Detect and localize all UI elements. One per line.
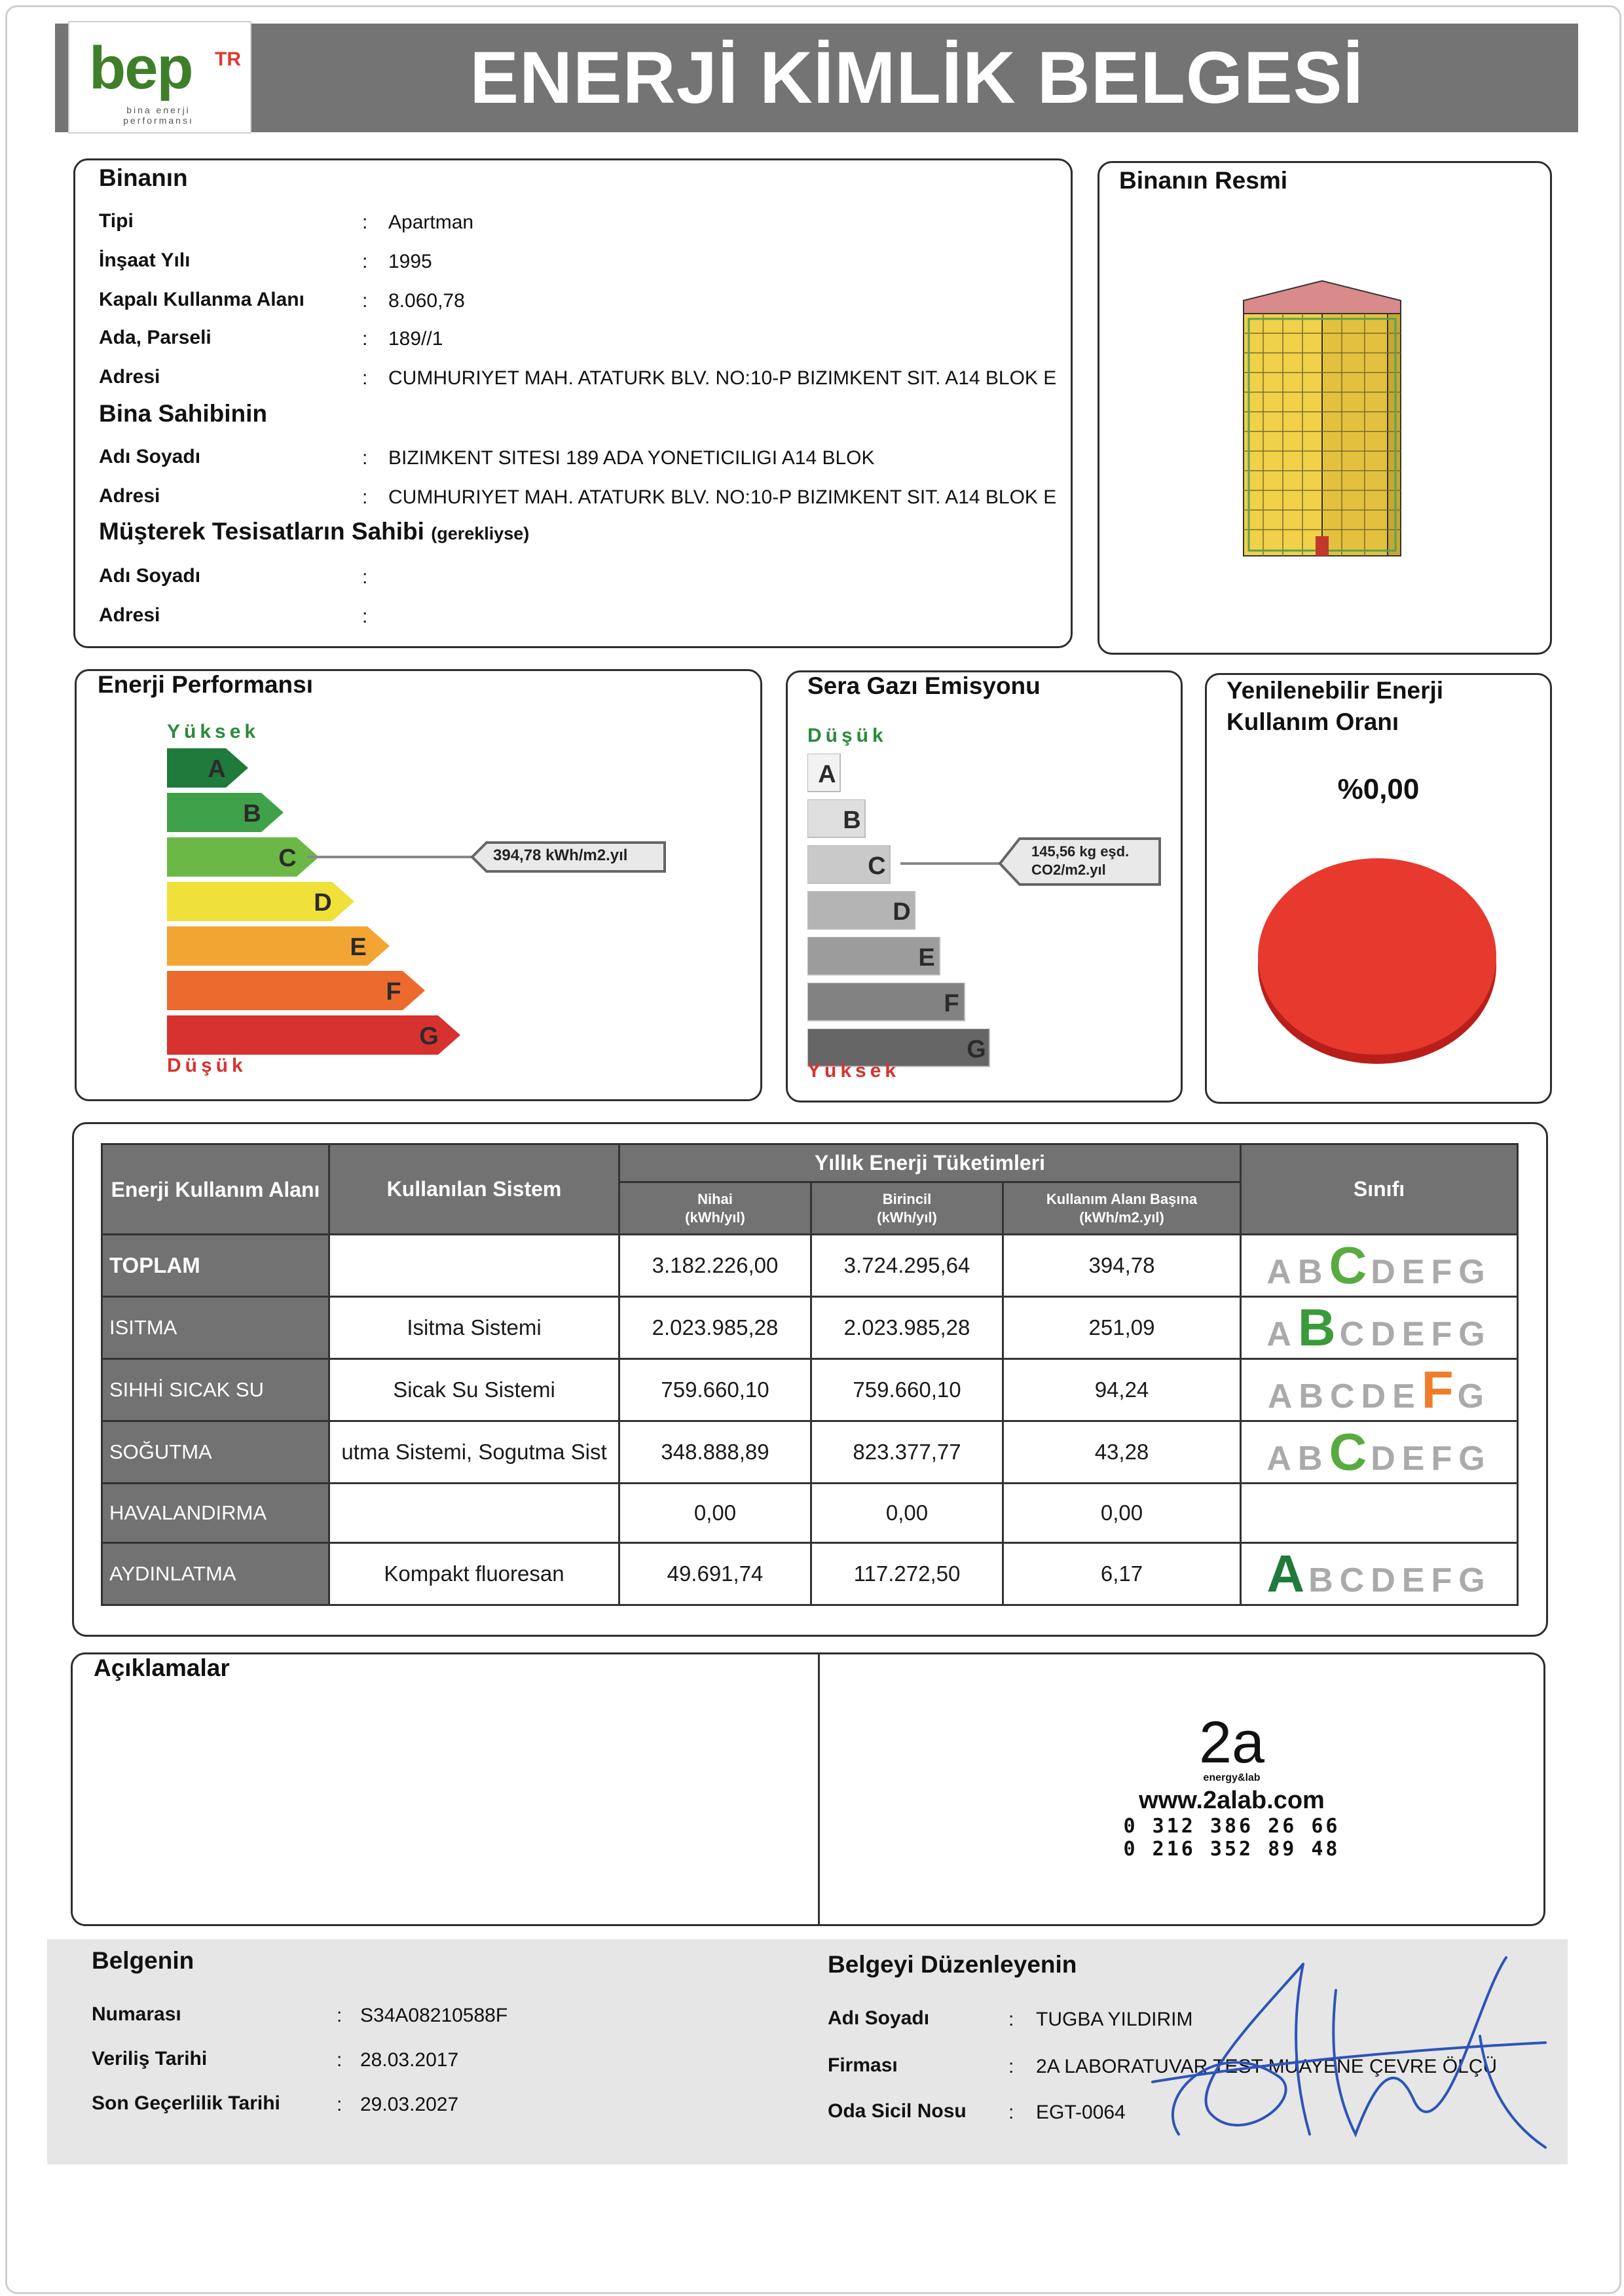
bep-logo <box>68 21 251 134</box>
class-letter: E <box>1401 1561 1431 1599</box>
energy-bar-label: B <box>243 800 261 828</box>
emission-box <box>786 670 1183 1102</box>
issuer-label-name: Adı Soyadı <box>828 2007 930 2029</box>
class-letter: G <box>1458 1440 1492 1478</box>
issuer-heading: Belgeyi Düzenleyenin <box>828 1951 1077 1978</box>
field-label-parcel: Ada, Parseli <box>99 327 212 348</box>
energy-bar-label: E <box>350 934 367 961</box>
cert-label-number: Numarası <box>92 2003 181 2025</box>
row-final-cell: 759.660,10 <box>619 1359 811 1421</box>
col-header-area: Enerji Kullanım Alanı <box>102 1144 329 1235</box>
class-scale <box>1242 1544 1517 1604</box>
colon: : <box>337 2005 342 2026</box>
field-value-year: 1995 <box>388 251 432 272</box>
row-area-cell: ISITMA <box>102 1297 329 1359</box>
renewable-heading <box>1227 675 1443 738</box>
renewable-box <box>1205 673 1552 1104</box>
scale-top-label: Yüksek <box>167 721 260 742</box>
row-system-cell: Kompakt fluoresan <box>329 1543 619 1605</box>
row-per-area-cell: 94,24 <box>1003 1359 1241 1421</box>
class-letter: E <box>1401 1315 1431 1353</box>
owner-heading: Bina Sahibinin <box>99 400 267 427</box>
row-primary-cell: 0,00 <box>811 1484 1003 1543</box>
emission-bar-label: G <box>967 1036 986 1063</box>
stamp-logo: 2a <box>1198 1710 1265 1776</box>
row-system-cell <box>329 1235 619 1297</box>
colon: : <box>1008 2056 1014 2077</box>
signature <box>1139 1938 1559 2174</box>
colon: : <box>362 367 368 389</box>
class-letter: F <box>1421 1360 1458 1419</box>
renewable-value: %0,00 <box>1337 773 1420 805</box>
energy-bar-label: G <box>419 1023 439 1050</box>
logo-subtitle: bina enerji performansı <box>123 105 194 126</box>
cert-label-issue-date: Veriliş Tarihi <box>92 2048 208 2069</box>
class-letter: D <box>1361 1377 1393 1415</box>
class-letter: F <box>1431 1561 1459 1599</box>
class-letter: B <box>1297 1298 1340 1357</box>
notes-heading: Açıklamalar <box>94 1654 230 1681</box>
col-header-primary <box>811 1182 1003 1235</box>
class-letter: E <box>1392 1377 1422 1415</box>
logo-text: bep <box>89 35 193 101</box>
row-system-cell: utma Sistemi, Sogutma Sist <box>329 1421 619 1484</box>
col-per-area-label: Kullanım Alanı Başına <box>1046 1190 1198 1207</box>
cert-value-issue-date: 28.03.2017 <box>360 2049 459 2071</box>
page-title: ENERJİ KİMLİK BELGESİ <box>470 37 1364 118</box>
row-per-area-cell: 0,00 <box>1003 1484 1241 1543</box>
emission-value-line2: CO2/m2.yıl <box>1031 862 1106 878</box>
energy-value-label: 394,78 kWh/m2.yıl <box>493 847 628 864</box>
row-class-cell <box>1241 1484 1518 1543</box>
class-letter: B <box>1308 1561 1340 1599</box>
row-area-cell: SIHHİ SICAK SU <box>102 1359 329 1421</box>
issuer-value-name: TUGBA YILDIRIM <box>1036 2009 1193 2030</box>
table-row <box>102 1297 1518 1359</box>
row-per-area-cell: 251,09 <box>1003 1297 1241 1359</box>
col-per-area-unit: (kWh/m2.yıl) <box>1079 1209 1164 1226</box>
row-area-cell: TOPLAM <box>102 1235 329 1297</box>
row-per-area-cell: 43,28 <box>1003 1421 1241 1484</box>
class-letter: F <box>1431 1315 1459 1353</box>
class-letter: B <box>1297 1440 1329 1478</box>
colon: : <box>1008 2009 1014 2030</box>
building-heading: Binanın <box>99 164 188 191</box>
table-row <box>102 1484 1518 1543</box>
field-label-area: Kapalı Kullanma Alanı <box>99 289 304 310</box>
picture-heading: Binanın Resmi <box>1119 167 1287 194</box>
row-final-cell: 49.691,74 <box>619 1543 811 1605</box>
energy-heading: Enerji Performansı <box>98 671 314 698</box>
table-row <box>102 1359 1518 1421</box>
class-letter: G <box>1458 1561 1492 1599</box>
shared-heading <box>99 518 529 545</box>
energy-bar-label: C <box>278 845 297 872</box>
class-letter: D <box>1371 1440 1402 1478</box>
stamp-url: www.2alab.com <box>1139 1787 1325 1814</box>
energy-performance-box <box>75 669 762 1101</box>
class-scale <box>1242 1360 1517 1420</box>
class-letter: G <box>1458 1315 1492 1353</box>
emission-heading: Sera Gazı Emisyonu <box>807 672 1041 699</box>
field-label-address: Adresi <box>99 366 160 388</box>
colon: : <box>362 211 368 233</box>
table-row <box>102 1235 1518 1297</box>
colon: : <box>362 447 368 469</box>
row-system-cell: Sicak Su Sistemi <box>329 1359 619 1421</box>
field-value-type: Apartman <box>388 211 474 233</box>
col-header-per-area <box>1003 1182 1241 1235</box>
class-letter: C <box>1329 1236 1371 1294</box>
class-scale <box>1242 1422 1517 1482</box>
building-illustration <box>1217 268 1427 569</box>
class-letter: D <box>1371 1561 1402 1599</box>
colon: : <box>362 328 368 350</box>
row-area-cell: HAVALANDIRMA <box>102 1484 329 1543</box>
class-letter: C <box>1339 1561 1371 1599</box>
emission-bar-label: B <box>843 807 861 834</box>
issuer-label-registry: Oda Sicil Nosu <box>828 2100 967 2122</box>
field-value-area: 8.060,78 <box>388 290 465 312</box>
colon: : <box>1008 2102 1014 2123</box>
row-system-cell <box>329 1484 619 1543</box>
table-row <box>102 1421 1518 1484</box>
class-letter: E <box>1401 1253 1431 1291</box>
field-label-type: Tipi <box>99 210 134 232</box>
renewable-heading-line2: Kullanım Oranı <box>1227 708 1399 735</box>
logo-tr: TR <box>215 48 241 70</box>
row-final-cell: 348.888,89 <box>619 1421 811 1484</box>
energy-pointer <box>77 671 760 1099</box>
class-letter: C <box>1329 1423 1371 1481</box>
col-final-unit: (kWh/yıl) <box>685 1209 745 1226</box>
cert-value-expiry-date: 29.03.2027 <box>360 2094 459 2115</box>
col-header-class: Sınıfı <box>1241 1144 1518 1235</box>
class-letter: G <box>1458 1253 1492 1291</box>
row-per-area-cell: 394,78 <box>1003 1235 1241 1297</box>
energy-bar-label: A <box>208 756 226 783</box>
emission-top-label: Düşük <box>807 725 887 746</box>
row-area-cell: SOĞUTMA <box>102 1421 329 1484</box>
row-per-area-cell: 6,17 <box>1003 1543 1241 1605</box>
table-row <box>102 1543 1518 1605</box>
row-class-cell <box>1241 1359 1518 1421</box>
colon: : <box>362 566 368 588</box>
stamp-phone-2: 0 216 352 89 48 <box>1123 1838 1340 1861</box>
notes-box <box>71 1652 1545 1926</box>
class-letter: G <box>1457 1377 1491 1415</box>
class-letter: E <box>1401 1440 1431 1478</box>
class-letter: D <box>1371 1315 1402 1353</box>
col-header-final <box>619 1182 811 1235</box>
emission-bar-label: C <box>868 852 886 880</box>
row-primary-cell: 759.660,10 <box>811 1359 1003 1421</box>
certificate-heading: Belgenin <box>92 1947 194 1974</box>
building-info-box <box>73 158 1073 648</box>
class-letter: C <box>1339 1315 1371 1353</box>
class-letter: F <box>1431 1253 1459 1291</box>
lab-stamp <box>1094 1710 1369 1861</box>
emission-bar-label: F <box>944 990 959 1017</box>
row-system-cell: Isitma Sistemi <box>329 1297 619 1359</box>
emission-value-line1: 145,56 kg eşd. <box>1031 843 1130 860</box>
building-picture-box <box>1098 161 1552 655</box>
owner-value-name: BIZIMKENT SITESI 189 ADA YONETICILIGI A14 BLOK <box>388 447 875 469</box>
field-value-address: CUMHURIYET MAH. ATATURK BLV. NO:10-P BIZIMKENT SIT. A14 BLOK E <box>388 367 1057 389</box>
emission-bar-label: D <box>893 898 911 926</box>
col-header-system: Kullanılan Sistem <box>329 1144 619 1235</box>
row-final-cell: 2.023.985,28 <box>619 1297 811 1359</box>
col-primary-unit: (kWh/yıl) <box>877 1209 937 1226</box>
row-class-cell <box>1241 1297 1518 1359</box>
cert-value-number: S34A08210588F <box>360 2005 508 2026</box>
energy-bar-label: D <box>314 889 332 917</box>
row-primary-cell: 117.272,50 <box>811 1543 1003 1605</box>
issuer-label-company: Firması <box>828 2054 898 2076</box>
owner-label-name: Adı Soyadı <box>99 446 201 467</box>
shared-label-name: Adı Soyadı <box>99 565 201 587</box>
stamp-phone-1: 0 312 386 26 66 <box>1123 1815 1340 1838</box>
emission-value-label <box>1031 843 1129 879</box>
shared-label-address: Adresi <box>99 604 160 626</box>
colon: : <box>362 251 368 272</box>
emission-bar-label: A <box>818 761 836 788</box>
row-final-cell: 0,00 <box>619 1484 811 1543</box>
shared-heading-note: (gerekliyse) <box>431 524 530 543</box>
notes-divider <box>818 1654 820 1924</box>
energy-bar-label: F <box>386 978 401 1006</box>
colon: : <box>362 486 368 508</box>
col-final-label: Nihai <box>697 1190 733 1207</box>
row-class-cell <box>1241 1421 1518 1484</box>
shared-heading-text: Müşterek Tesisatların Sahibi <box>99 518 424 545</box>
row-final-cell: 3.182.226,00 <box>619 1235 811 1297</box>
class-letter: B <box>1297 1253 1329 1291</box>
class-letter: F <box>1431 1440 1459 1478</box>
cert-label-expiry-date: Son Geçerlilik Tarihi <box>92 2092 280 2114</box>
colon: : <box>337 2094 342 2115</box>
class-letter: D <box>1371 1253 1402 1291</box>
field-value-parcel: 189//1 <box>388 328 443 350</box>
scale-bottom-label: Düşük <box>167 1055 247 1076</box>
class-letter: B <box>1299 1377 1330 1415</box>
owner-value-address: CUMHURIYET MAH. ATATURK BLV. NO:10-P BIZIMKENT SIT. A14 BLOK E <box>388 486 1057 508</box>
class-scale <box>1242 1298 1517 1358</box>
row-area-cell: AYDINLATMA <box>102 1543 329 1605</box>
class-letter: A <box>1266 1544 1309 1603</box>
issuer-value-registry: EGT-0064 <box>1036 2102 1126 2123</box>
row-class-cell <box>1241 1543 1518 1605</box>
emission-bar-label: E <box>918 944 935 972</box>
class-letter: A <box>1266 1253 1298 1291</box>
renewable-heading-line1: Yenilenebilir Enerji <box>1227 677 1444 704</box>
class-letter: C <box>1329 1377 1361 1415</box>
field-label-year: İnşaat Yılı <box>99 249 191 271</box>
col-primary-label: Birincil <box>882 1190 932 1207</box>
colon: : <box>362 606 368 627</box>
class-letter: A <box>1267 1377 1299 1415</box>
class-scale <box>1242 1235 1517 1296</box>
consumption-table <box>101 1143 1519 1606</box>
stamp-subtitle: energy&lab <box>1203 1772 1261 1783</box>
emission-pointer <box>788 672 1181 1101</box>
row-primary-cell: 3.724.295,64 <box>811 1235 1003 1297</box>
colon: : <box>337 2049 342 2071</box>
owner-label-address: Adresi <box>99 485 160 507</box>
class-letter: A <box>1266 1440 1298 1478</box>
emission-bottom-label: Yüksek <box>807 1060 900 1082</box>
row-class-cell <box>1241 1235 1518 1297</box>
colon: : <box>362 290 368 312</box>
class-letter: A <box>1266 1315 1298 1353</box>
renewable-pie-chart <box>1253 845 1502 1068</box>
row-primary-cell: 823.377,77 <box>811 1421 1003 1484</box>
issuer-value-company: 2A LABORATUVAR TEST MUAYENE ÇEVRE ÖLÇÜ <box>1036 2056 1498 2077</box>
row-primary-cell: 2.023.985,28 <box>811 1297 1003 1359</box>
col-header-annual: Yıllık Enerji Tüketimleri <box>619 1144 1241 1182</box>
